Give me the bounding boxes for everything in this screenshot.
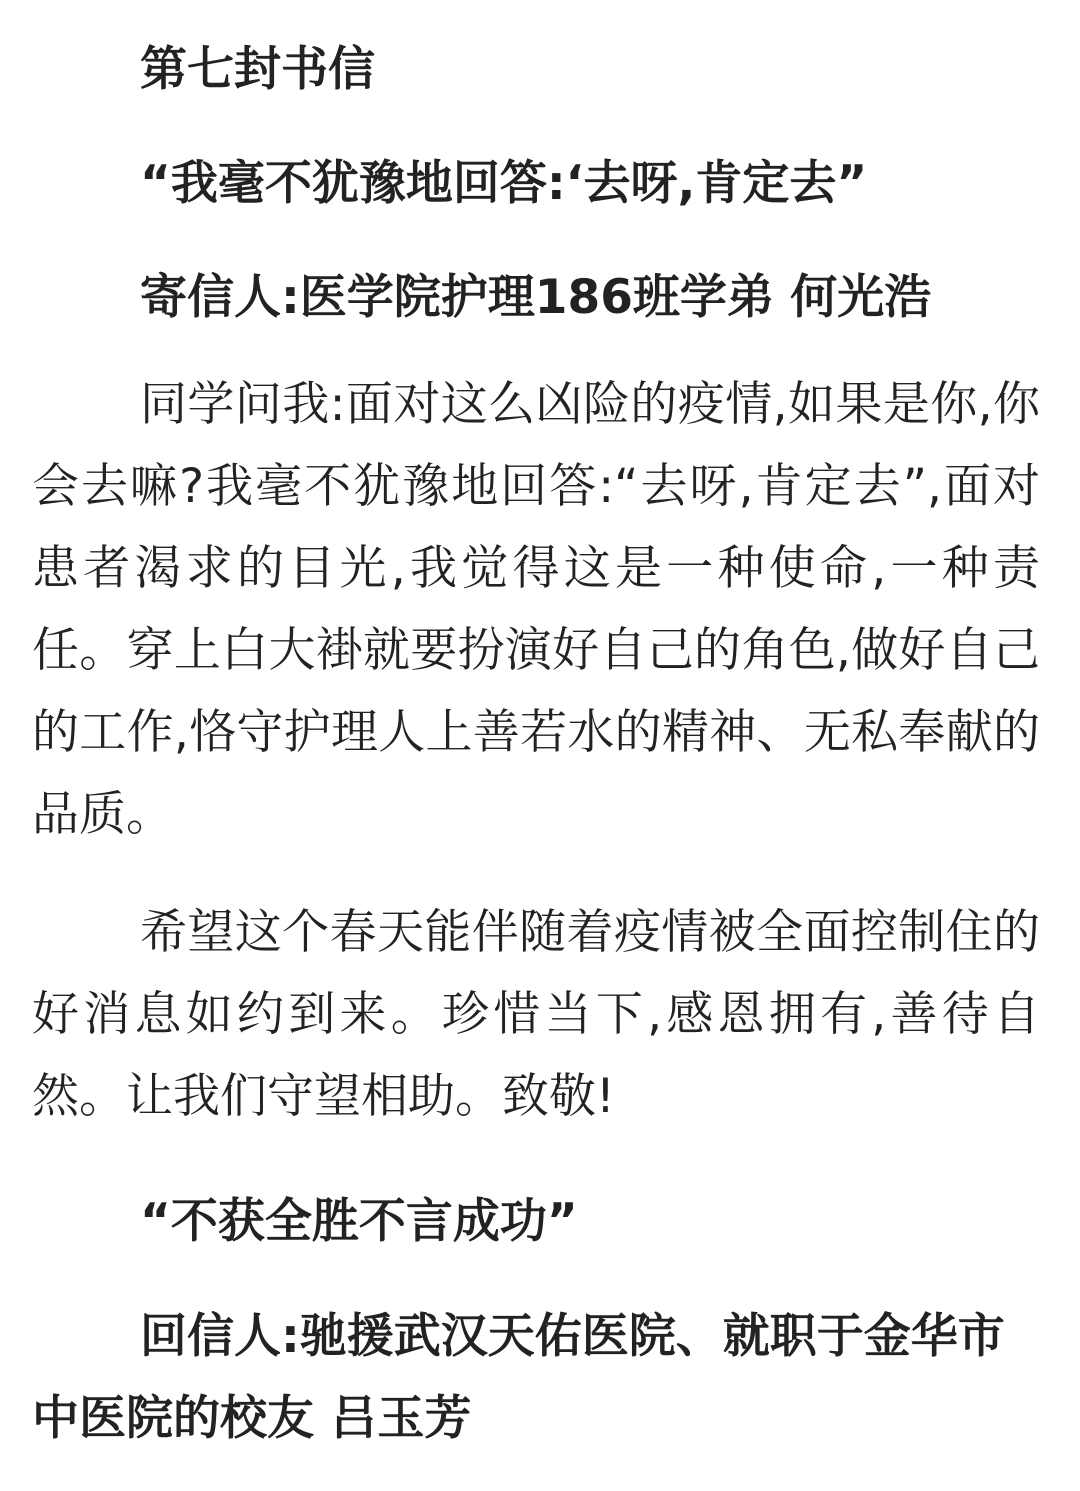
letter-quote-heading: “我毫不犹豫地回答:‘去呀,肯定去” — [140, 156, 868, 211]
reply-replier: 回信人:驰援武汉天佑医院、就职于金华市中医院的校友 吕玉芳 — [32, 1309, 1005, 1446]
letter-paragraph: 同学问我:面对这么凶险的疫情,如果是你,你会去嘛?我毫不犹豫地回答:“去呀,肯定去”,面对患者渴求的目光,我觉得这是一种使命,一种责任。穿上白大褂就要扮演好自己的角色,做好自己的工作,恪守护理人上善若水的精神、无私奉献的品质。 — [32, 377, 1040, 842]
reply-quote-heading: “不获全胜不言成功” — [140, 1194, 578, 1249]
letter-title: 第七封书信 — [140, 42, 375, 97]
letter-paragraph: 希望这个春天能伴随着疫情被全面控制住的好消息如约到来。珍惜当下,感恩拥有,善待自然。让我们守望相助。致敬! — [32, 905, 1040, 1124]
letter-sender: 寄信人:医学院护理186班学弟 何光浩 — [140, 270, 932, 325]
